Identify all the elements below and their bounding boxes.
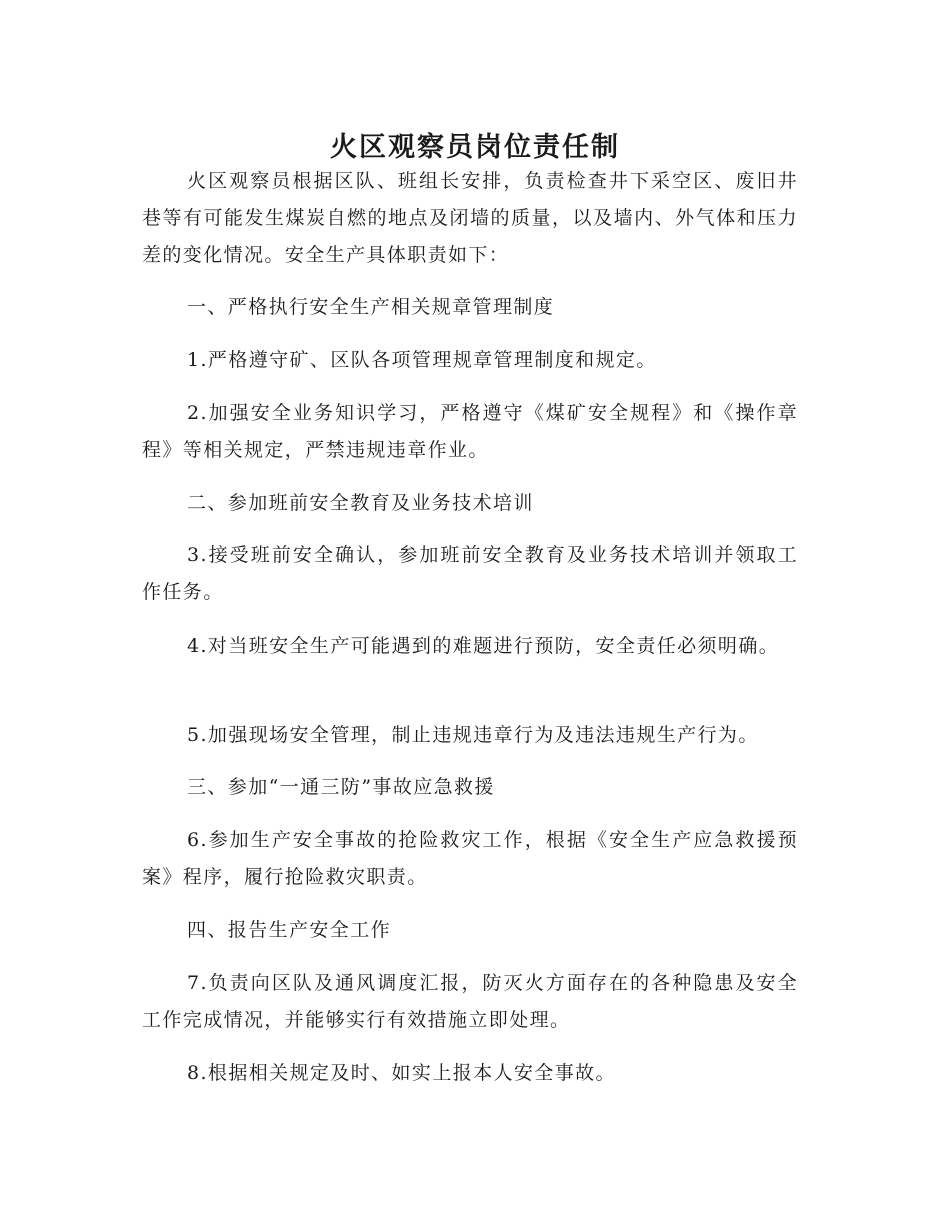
list-item-6: 6.参加生产安全事故的抢险救灾工作，根据《安全生产应急救援预案》程序，履行抢险救灾职责。: [142, 829, 798, 888]
section-heading-2: 二、参加班前安全教育及业务技术培训: [187, 492, 534, 514]
intro-paragraph: 火区观察员根据区队、班组长安排，负责检查井下采空区、废旧井巷等有可能发生煤炭自燃的地点及闭墙的质量，以及墙内、外气体和压力差的变化情况。安全生产具体职责如下：: [142, 170, 798, 266]
list-item-5: 5.加强现场安全管理，制止违规违章行为及违法违规生产行为。: [187, 724, 759, 746]
list-item-8: 8.根据相关规定及时、如实上报本人安全事故。: [187, 1062, 616, 1084]
section-heading-3: 三、参加“一通三防”事故应急救援: [187, 776, 495, 798]
list-item-1: 1.严格遵守矿、区队各项管理规章管理制度和规定。: [187, 349, 657, 371]
section-heading-1: 一、严格执行安全生产相关规章管理制度: [187, 296, 555, 318]
list-item-4: 4.对当班安全生产可能遇到的难题进行预防，安全责任必须明确。: [187, 635, 780, 657]
list-item-2: 2.加强安全业务知识学习，严格遵守《煤矿安全规程》和《操作章程》等相关规定，严禁违规违章作业。: [142, 402, 798, 461]
document-title: 火区观察员岗位责任制: [330, 132, 620, 164]
list-item-3: 3.接受班前安全确认，参加班前安全教育及业务技术培训并领取工作任务。: [142, 544, 798, 603]
section-heading-4: 四、报告生产安全工作: [187, 919, 392, 941]
list-item-7: 7.负责向区队及通风调度汇报，防灭火方面存在的各种隐患及安全工作完成情况，并能够实行有效措施立即处理。: [142, 972, 798, 1031]
